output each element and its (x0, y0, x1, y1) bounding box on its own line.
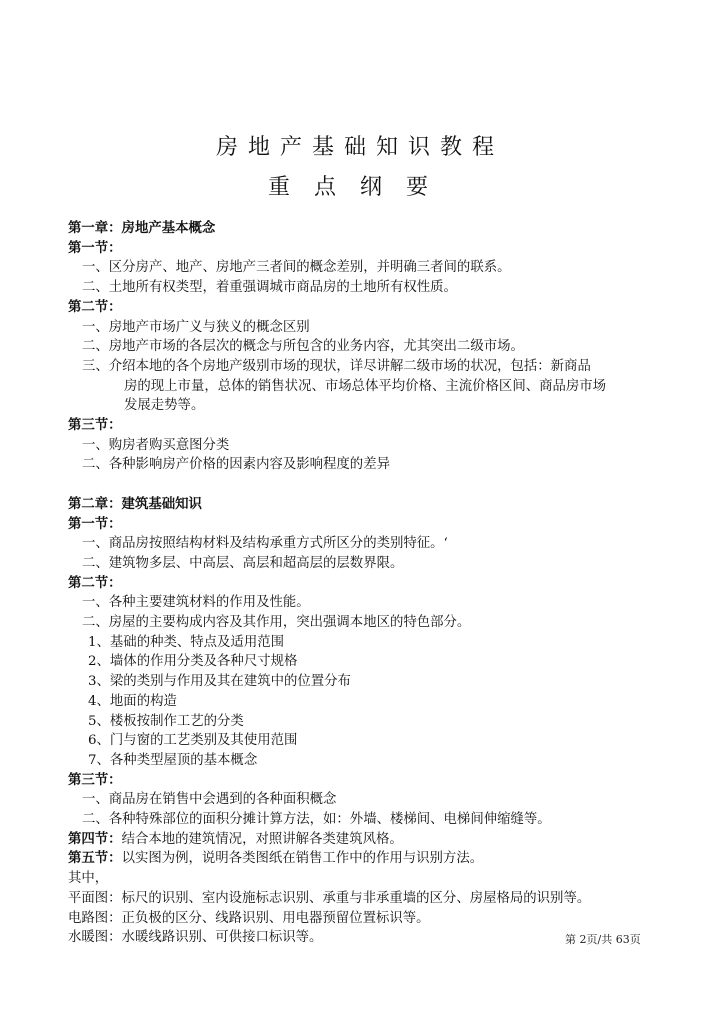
document-body (68, 219, 668, 948)
document-title: 房地产基础知识教程 (215, 135, 504, 160)
sub-list-item: 2、墙体的作用分类及各种尺寸规格 (88, 654, 298, 670)
section-heading: 第一节： (68, 515, 122, 532)
note-line: 电路图：正负极的区分、线路识别、用电器预留位置标识等。 (68, 910, 430, 926)
sub-list-item: 5、楼板按制作工艺的分类 (88, 713, 244, 729)
section-text: 结合本地的建筑情况，对照讲解各类建筑风格。 (121, 831, 403, 847)
list-item: 三、介绍本地的各个房地产级别市场的现状，详尽讲解二级市场的状况，包括：新商品 (82, 358, 591, 374)
list-item: 二、各种特殊部位的面积分摊计算方法，如：外墙、楼梯间、电梯间伸缩缝等。 (82, 812, 551, 828)
page-number: 第 2页/共 63页 (565, 933, 641, 946)
note-line: 平面图：标尺的识别、室内设施标志识别、承重与非承重墙的区分、房屋格局的识别等。 (68, 890, 591, 906)
sub-list-item: 7、各种类型屋顶的基本概念 (88, 752, 258, 768)
chapter-heading: 第一章：房地产基本概念 (68, 220, 216, 236)
list-item: 二、建筑物多层、中高层、高层和超高层的层数界限。 (82, 555, 404, 571)
section-text: 以实图为例，说明各类图纸在销售工作中的作用与识别方法。 (121, 851, 484, 867)
list-item: 二、各种影响房产价格的因素内容及影响程度的差异 (82, 457, 390, 473)
sub-list-item: 1、基础的种类、特点及适用范围 (88, 634, 284, 650)
note-line: 水暖图：水暖线路识别、可供接口标识等。 (68, 930, 323, 946)
list-item: 一、商品房在销售中会遇到的各种面积概念 (82, 792, 337, 808)
list-item: 二、房地产市场的各层次的概念与所包含的业务内容，尤其突出二级市场。 (82, 339, 524, 355)
list-item-continuation: 发展走势等。 (124, 398, 205, 414)
list-item: 二、土地所有权类型，着重强调城市商品房的土地所有权性质。 (82, 280, 457, 296)
document-subtitle: 重点纲要 (267, 175, 452, 200)
sub-list-item: 6、门与窗的工艺类别及其使用范围 (88, 733, 298, 749)
sub-list-item: 3、梁的类别与作用及其在建筑中的位置分布 (88, 674, 351, 690)
section-4 (68, 830, 668, 850)
spacer (68, 475, 668, 495)
section-5 (68, 849, 668, 869)
section-heading: 第四节： (68, 830, 122, 847)
section-heading: 第五节： (68, 850, 122, 867)
list-item: 一、购房者购买意图分类 (82, 437, 230, 453)
sub-list-item: 4、地面的构造 (88, 693, 177, 709)
chapter-heading: 第二章：建筑基础知识 (68, 495, 202, 512)
list-item: 一、各种主要建筑材料的作用及性能。 (82, 595, 310, 611)
list-item-continuation: 房的现上市量，总体的销售状况、市场总体平均价格、主流价格区间、商品房市场 (124, 378, 607, 394)
section-heading: 第三节： (68, 417, 122, 434)
list-item: 一、房地产市场广义与狭义的概念区别 (82, 319, 310, 335)
note-line: 其中， (68, 871, 109, 887)
list-item: 二、房屋的主要构成内容及其作用，突出强调本地区的特色部分。 (82, 615, 471, 631)
section-heading: 第二节： (68, 574, 122, 591)
list-item: 一、区分房产、地产、房地产三者间的概念差别，并明确三者间的联系。 (82, 260, 511, 276)
section-heading: 第一节： (68, 239, 122, 256)
section-heading: 第二节： (68, 298, 122, 315)
section-heading: 第三节： (68, 771, 122, 788)
list-item: 一、商品房按照结构材料及结构承重方式所区分的类别特征。‘ (82, 536, 448, 552)
